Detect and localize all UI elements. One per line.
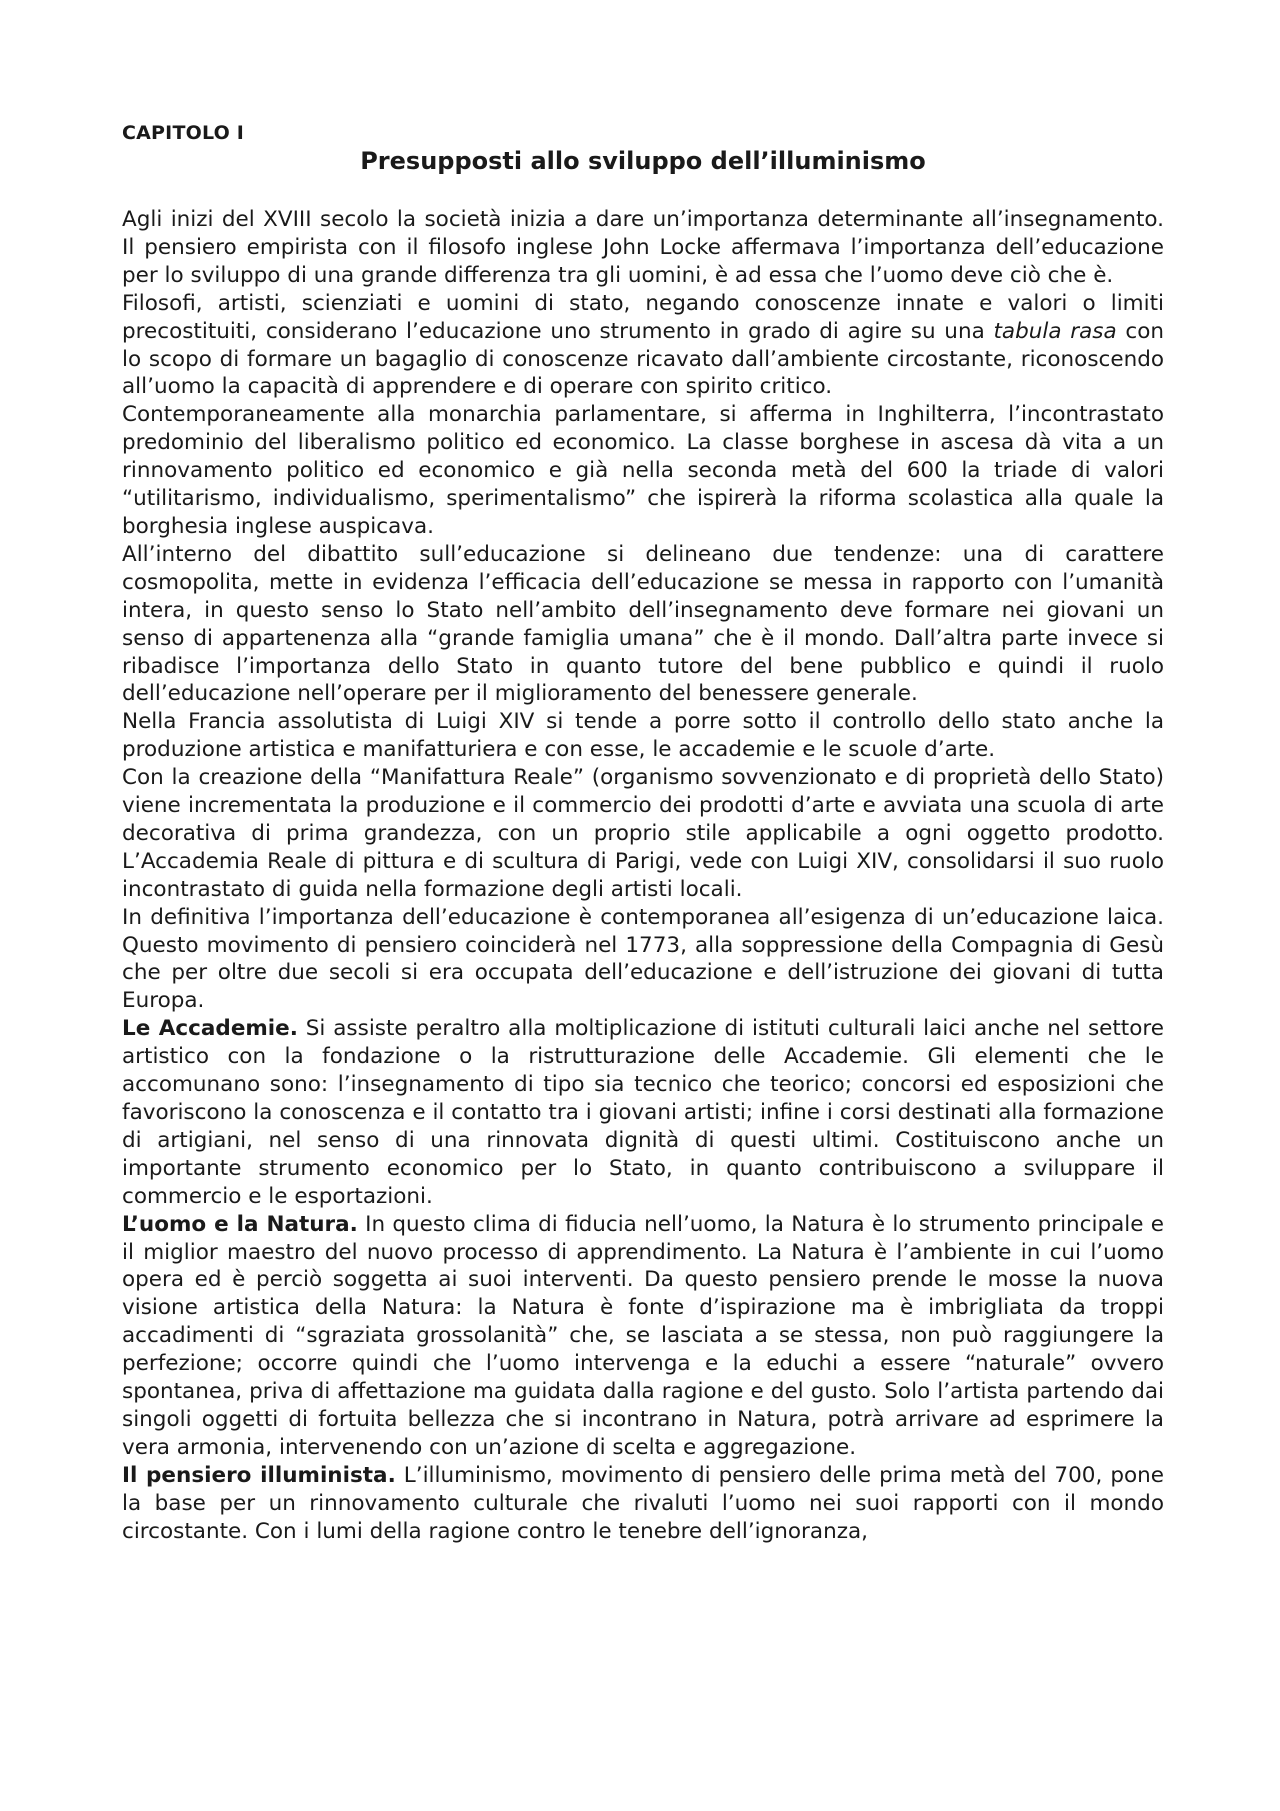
paragraph-text: In questo clima di fiducia nell’uomo, la Natura è lo strumento principale e il miglior maestro del nuovo processo di apprendimento. La Natura è l’ambiente in cui l’uomo opera ed è perciò soggetta ai suoi interventi. Da questo pensiero prende le mosse la nuova visione artistica della Natura: la Natura è fonte d’ispirazione ma è imbrigliata da troppi accadimenti di “sgraziata grossolanità” che, se lasciata a se stessa, non può raggiungere la perfezione; occorre quindi che l’uomo intervenga e la educhi a essere “naturale” ovvero spontanea, priva di affettazione ma guidata dalla ragione e del gusto. Solo l’artista partendo dai singoli oggetti di fortuita bellezza che si incontrano in Natura, potrà arrivare ad esprimere la vera armonia, intervenendo con un’azione di scelta e aggregazione. bbox=[122, 1211, 1165, 1460]
paragraph-text: con lo scopo di formare un bagaglio di conoscenze ricavato dall’ambiente circostante, riconoscendo all’uomo la capacità di apprendere e di operare con spirito critico. bbox=[122, 318, 1164, 400]
chapter-title: Presupposti allo sviluppo dell’illuminismo bbox=[360, 147, 926, 175]
paragraph-text: Agli inizi del XVIII secolo la società inizia a dare un’importanza determinante all’insegnamento. Il pensiero empirista con il filosofo inglese John Locke affermava l’importanza dell’educazione per lo sviluppo di una grande differenza tra gli uomini, è ad essa che l’uomo deve ciò che è. bbox=[122, 207, 1164, 288]
chapter-heading: CAPITOLO I bbox=[122, 122, 245, 144]
paragraph bbox=[122, 401, 1164, 541]
paragraph bbox=[122, 290, 1164, 402]
paragraph-pensiero-illuminista bbox=[122, 1462, 1164, 1546]
paragraph-text: Con la creazione della “Manifattura Reale” (organismo sovvenzionato e di proprietà dello Stato) viene incrementata la produzione e il commercio dei prodotti d’arte e avviata una scuola di arte decorativa di prima grandezza, con un proprio stile applicabile a ogni oggetto prodotto. L’Accademia Reale di pittura e di scultura di Parigi, vede con Luigi XIV, consolidarsi il suo ruolo incontrastato di guida nella formazione degli artisti locali. bbox=[122, 765, 1164, 902]
paragraph bbox=[122, 541, 1164, 708]
paragraph-text: All’interno del dibattito sull’educazione si delineano due tendenze: una di carattere cosmopolita, mette in evidenza l’efficacia dell’educazione se messa in rapporto con l’umanità intera, in questo senso lo Stato nell’ambito dell’insegnamento deve formare nei giovani un senso di appartenenza alla “grande famiglia umana” che è il mondo. Dall’altra parte invece si ribadisce l’importanza dello Stato in quanto tutore del bene pubblico e quindi il ruolo dell’educazione nell’operare per il miglioramento del benessere generale. bbox=[122, 541, 1164, 707]
italic-term: tabula rasa bbox=[993, 318, 1117, 344]
paragraph bbox=[122, 764, 1164, 904]
section-lead-pensiero-illuminista: Il pensiero illuminista. bbox=[122, 1462, 396, 1488]
document-page bbox=[122, 120, 1164, 1546]
section-lead-uomo-natura: L’uomo e la Natura. bbox=[122, 1211, 358, 1237]
paragraph bbox=[122, 708, 1164, 764]
paragraph-text: In definitiva l’importanza dell’educazione è contemporanea all’esigenza di un’educazione laica. Questo movimento di pensiero coinciderà nel 1773, alla soppressione della Compagnia di Gesù che per oltre due secoli si era occupata dell’educazione e dell’istruzione dei giovani di tutta Europa. bbox=[122, 904, 1164, 1014]
paragraph-text: L’illuminismo, movimento di pensiero delle prima metà del 700, pone la base per un rinnovamento culturale che rivaluti l’uomo nei suoi rapporti con il mondo circostante. Con i lumi della ragione contro le tenebre dell’ignoranza, bbox=[122, 1462, 1164, 1544]
paragraph-text: Contemporaneamente alla monarchia parlamentare, si afferma in Inghilterra, l’incontrastato predominio del liberalismo politico ed economico. La classe borghese in ascesa dà vita a un rinnovamento politico ed economico e già nella seconda metà del 600 la triade di valori “utilitarismo, individualismo, sperimentalismo” che ispirerà la riforma scolastica alla quale la borghesia inglese auspicava. bbox=[122, 402, 1164, 539]
paragraph-accademie bbox=[122, 1015, 1164, 1210]
paragraph-text: Filosofi, artisti, scienziati e uomini di stato, negando conoscenze innate e valori o limiti precostituiti, considerano l’educazione uno strumento in grado di agire su una bbox=[122, 290, 1164, 344]
section-lead-accademie: Le Accademie. bbox=[122, 1016, 298, 1042]
paragraph bbox=[122, 904, 1164, 1016]
paragraph bbox=[122, 206, 1164, 290]
paragraph-text: Nella Francia assolutista di Luigi XIV si tende a porre sotto il controllo dello stato anche la produzione artistica e manifatturiera e con esse, le accademie e le scuole d’arte. bbox=[122, 709, 1164, 763]
paragraph-uomo-natura bbox=[122, 1211, 1164, 1462]
document-body bbox=[122, 206, 1164, 1546]
paragraph-text: Si assiste peraltro alla moltiplicazione di istituti culturali laici anche nel settore artistico con la fondazione o la ristrutturazione delle Accademie. Gli elementi che le accomunano sono: l’insegnamento di tipo sia tecnico che teorico; concorsi ed esposizioni che favoriscono la conoscenza e il contatto tra i giovani artisti; infine i corsi destinati alla formazione di artigiani, nel senso di una rinnovata dignità di questi ultimi. Costituiscono anche un importante strumento economico per lo Stato, in quanto contribuiscono a sviluppare il commercio e le esportazioni. bbox=[122, 1016, 1164, 1209]
